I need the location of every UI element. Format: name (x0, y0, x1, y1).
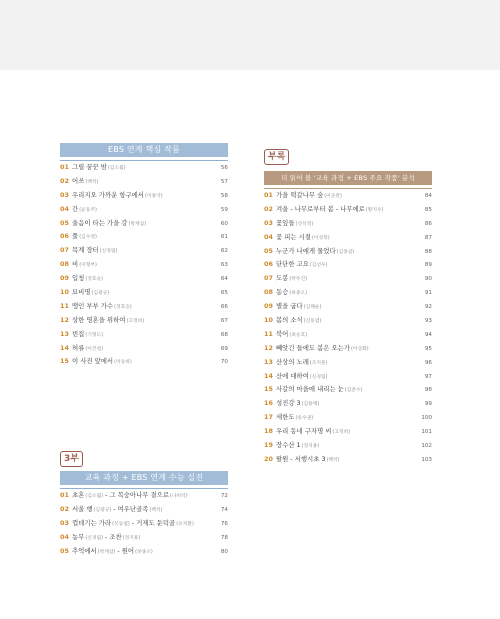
entry-title-group (72, 531, 210, 546)
entry-page: 59 (220, 206, 228, 213)
appendix-section (264, 144, 432, 467)
entry-title-group (276, 453, 414, 468)
entry-author: (김혜순) (303, 305, 322, 311)
entry-number: 02 (264, 204, 273, 213)
entry-author: (정지용) (301, 444, 320, 450)
toc-entry (264, 439, 432, 453)
toc-entry (264, 300, 432, 314)
entry-title: 추억에서 (72, 546, 97, 555)
entry-title-group (276, 203, 414, 218)
entry-number: 02 (60, 504, 69, 513)
entry-author: (김춘수) (344, 388, 363, 394)
entry-title: 꽃 피는 시절 (276, 232, 311, 241)
entry-number: 15 (264, 385, 273, 394)
entry-title: 빈집 (72, 329, 85, 338)
entry-number: 09 (60, 274, 69, 283)
entry-number: 06 (60, 232, 69, 241)
entry-title: 허류 (72, 343, 85, 352)
entry-title: 세한도 (276, 413, 295, 422)
entry-author: (김광규) (91, 291, 110, 297)
toc-entry (60, 258, 228, 272)
entry-title-group (276, 231, 414, 246)
toc-entry (264, 370, 432, 384)
entry-title-group (276, 189, 414, 204)
entry-page: 67 (220, 317, 228, 324)
toc-entry (264, 203, 432, 217)
entry-page: 102 (421, 443, 432, 450)
entry-title: 상한 영혼을 위하여 (72, 315, 126, 324)
entry-title-group (276, 342, 414, 357)
entry-title-group (72, 328, 210, 343)
entry-page: 58 (220, 192, 228, 199)
entry-number: 05 (60, 218, 69, 227)
entry-title: 봄의 소식 (276, 316, 303, 325)
entry-page: 60 (220, 220, 228, 227)
toc-entry (60, 517, 228, 531)
top-band (0, 0, 500, 70)
entry-title: 서울 행 (72, 504, 93, 513)
entry-number: 01 (264, 191, 273, 199)
entry-title-group (72, 217, 210, 232)
entry-number: 08 (264, 288, 273, 297)
entry-title: 단단한 고요 (276, 260, 309, 269)
entry-page: 98 (424, 387, 432, 394)
entry-title-group (72, 545, 210, 560)
entry-author: (윤동주) (79, 207, 97, 213)
entry-title: 성진강 3 (276, 399, 301, 408)
entry-author: (이상화) (351, 346, 369, 352)
entry-number: 16 (264, 399, 273, 408)
part3-badge: 3부 (60, 451, 83, 467)
toc-list-ebs (60, 161, 228, 369)
entry-number: 01 (60, 163, 69, 171)
entry-title: 묘비명 (72, 288, 91, 297)
toc-list-appendix (264, 189, 432, 467)
entry-number: 13 (264, 357, 273, 366)
entry-number: 13 (60, 329, 69, 338)
toc-entry (264, 411, 432, 425)
entry-number: 11 (264, 329, 273, 338)
entry-title-group (72, 300, 210, 315)
entry-number: 14 (264, 371, 273, 380)
entry-title: 비 (72, 260, 79, 269)
entry-author: (이건청) (85, 346, 104, 352)
entry-title-group (72, 230, 210, 245)
entry-title: 이 사진 앞에서 (72, 357, 114, 366)
entry-author: (이승하) (114, 360, 132, 366)
entry-number: 08 (60, 260, 69, 269)
entry-title: 도봉 (276, 274, 289, 283)
entry-author: (신경림) (99, 249, 118, 255)
entry-page: 56 (220, 165, 228, 171)
entry-title-group (276, 425, 414, 440)
entry-title: 풀 (72, 232, 79, 241)
entry-page: 92 (424, 304, 432, 311)
entry-author: (고정희) (126, 318, 145, 324)
entry-title-group (276, 383, 414, 398)
entry-title-group (72, 272, 210, 287)
toc-entry (60, 314, 228, 328)
entry-title-group (72, 355, 210, 370)
entry-page: 63 (220, 262, 228, 269)
entry-page: 93 (424, 318, 432, 325)
toc-entry (60, 342, 228, 356)
entry-page: 69 (220, 345, 228, 352)
entry-page: 78 (220, 534, 228, 541)
entry-title: 우리 동네 구자명 씨 (276, 427, 332, 436)
entry-author: (김광규) (93, 507, 112, 513)
toc-entry (60, 189, 228, 203)
toc-entry (60, 355, 228, 369)
entry-page: 70 (220, 359, 228, 366)
toc-entry (264, 397, 432, 411)
entry-number: 01 (60, 491, 69, 499)
entry-author: (신석정) (295, 221, 314, 227)
toc-entry (60, 545, 228, 559)
entry-page: 90 (424, 276, 432, 283)
toc-entry (264, 453, 432, 467)
entry-page: 76 (220, 520, 228, 527)
entry-page: 100 (421, 415, 432, 422)
entry-author: (백석) (85, 179, 99, 185)
entry-author: (최승호) (289, 332, 308, 338)
entry-page: 86 (424, 220, 432, 227)
entry-number: 19 (264, 441, 273, 450)
entry-author: (이용악) (144, 193, 163, 199)
entry-page: 95 (424, 345, 432, 352)
entry-author: (백석) (326, 457, 340, 463)
entry-number: 04 (60, 204, 69, 213)
entry-page: 61 (220, 234, 228, 241)
entry-number: 10 (60, 288, 69, 297)
entry-title-second: - 여우난골족 (111, 504, 149, 513)
toc-entry (60, 230, 228, 244)
entry-number: 09 (264, 302, 273, 311)
entry-page: 91 (424, 290, 432, 297)
entry-title-second: - 원어 (115, 546, 135, 555)
entry-author: (김수영) (79, 235, 97, 241)
entry-number: 14 (60, 343, 69, 352)
entry-author: (김소월) (85, 494, 104, 499)
toc-entry (60, 161, 228, 175)
entry-author: (김선우) (309, 263, 328, 269)
entry-page: 97 (424, 373, 432, 380)
entry-title: 누군가 나에게 물었다 (276, 246, 336, 255)
toc-entry (264, 314, 432, 328)
toc-entry (264, 356, 432, 370)
entry-number: 15 (60, 357, 69, 366)
entry-title-group (276, 272, 414, 287)
entry-title-group (276, 370, 414, 385)
entry-title-group (72, 258, 210, 273)
entry-page: 103 (421, 456, 432, 463)
entry-page: 89 (424, 262, 432, 269)
toc-entry (60, 531, 228, 545)
entry-number: 05 (60, 546, 69, 555)
entry-title-group (72, 342, 210, 357)
entry-page: 99 (424, 401, 432, 408)
entry-title-group (72, 203, 210, 218)
entry-author-second: (백석) (149, 507, 163, 513)
entry-author: (신경림) (85, 535, 104, 541)
entry-title: 껍데기는 가라 (72, 518, 112, 527)
entry-author: (김소월) (107, 166, 126, 171)
entry-title: 어쓰 (72, 176, 85, 185)
entry-number: 05 (264, 246, 273, 255)
ebs-section (60, 143, 228, 369)
section-title-part3: 교육 과정 + EBS 연계 수능 실전 (60, 471, 228, 485)
entry-title-group (72, 286, 210, 301)
entry-author: (황지우) (365, 207, 384, 213)
entry-author: (이준관) (324, 194, 342, 199)
entry-page: 87 (424, 234, 432, 241)
entry-title: 장수산 1 (276, 441, 301, 450)
entry-title-group (276, 411, 414, 426)
entry-author: (하종오) (289, 291, 308, 297)
entry-title: 빼앗긴 들에도 봄은 오는가 (276, 343, 351, 352)
entry-number: 12 (264, 343, 273, 352)
entry-title: 북어 (276, 329, 289, 338)
entry-number: 10 (264, 316, 273, 325)
entry-number: 03 (264, 218, 273, 227)
entry-author: (박두진) (289, 277, 308, 283)
entry-title: 간 (72, 204, 79, 213)
entry-title-group (276, 245, 414, 260)
entry-title: 겨울 - 나무로부터 봄 - 나무에로 (276, 204, 365, 213)
entry-author: (이성복) (311, 235, 330, 241)
entry-page: 68 (220, 331, 228, 338)
entry-author: (박재삼) (128, 221, 147, 227)
entry-title-group (72, 489, 210, 504)
entry-number: 12 (60, 315, 69, 324)
section-title-appendix: 더 읽어 볼 '교육 과정 + EBS 주요 작품' 분석 (264, 171, 432, 185)
entry-page: 66 (220, 303, 228, 310)
entry-number: 04 (60, 532, 69, 541)
entry-title-second: - 조찬 (103, 532, 122, 541)
entry-title-group (72, 189, 210, 204)
entry-page: 72 (220, 493, 228, 499)
entry-title-group (72, 314, 210, 329)
entry-title-group (276, 439, 414, 454)
entry-author-second: (나희덕) (170, 494, 188, 499)
toc-list-part3 (60, 489, 228, 558)
toc-entry (264, 217, 432, 231)
entry-number: 20 (264, 454, 273, 463)
toc-entry (60, 286, 228, 300)
toc-entry (60, 203, 228, 217)
entry-number: 11 (60, 301, 69, 310)
entry-title-group (276, 300, 414, 315)
entry-title: 사갈의 마을에 내리는 눈 (276, 385, 344, 394)
entry-number: 17 (264, 413, 273, 422)
entry-title-group (72, 175, 210, 190)
entry-title-group (276, 286, 414, 301)
entry-page: 62 (220, 248, 228, 255)
toc-entry (264, 189, 432, 203)
entry-page: 80 (220, 548, 228, 555)
entry-page: 64 (220, 276, 228, 283)
entry-number: 04 (264, 232, 273, 241)
entry-title: 산상의 노래 (276, 357, 309, 366)
entry-title: 그릴 꿈꾼 밤 (72, 163, 107, 171)
entry-number: 03 (60, 190, 69, 199)
entry-author: (신동엽) (112, 521, 130, 527)
entry-number: 18 (264, 427, 273, 436)
appendix-badge: 부록 (264, 149, 289, 165)
entry-page: 85 (424, 206, 432, 213)
entry-page: 88 (424, 248, 432, 255)
toc-entry (60, 503, 228, 517)
entry-title: 산에 대하여 (276, 371, 309, 380)
entry-title: 꽃잎들 (276, 218, 295, 227)
entry-title: 우리지오 가까운 항구에서 (72, 190, 144, 199)
toc-entry (60, 244, 228, 258)
entry-number: 07 (264, 274, 273, 283)
entry-page: 101 (421, 429, 432, 436)
entry-author: (조지훈) (309, 360, 328, 366)
entry-title-group (72, 503, 210, 518)
entry-title-group (276, 217, 414, 232)
section-title-ebs: EBS 연계 핵심 작품 (60, 143, 228, 157)
toc-entry (264, 328, 432, 342)
entry-number: 07 (60, 246, 69, 255)
entry-title-group (72, 244, 210, 259)
entry-author: (김종삼) (336, 249, 355, 255)
entry-page: 57 (220, 178, 228, 185)
part3-section (60, 446, 228, 558)
entry-author: (송수권) (295, 416, 314, 422)
entry-page: 94 (424, 331, 432, 338)
entry-page: 74 (220, 506, 228, 513)
entry-author-second: (유치환) (176, 521, 194, 527)
entry-author-second: (하종오) (135, 549, 153, 555)
toc-entry (60, 489, 228, 503)
entry-title-group (276, 397, 414, 412)
entry-number: 03 (60, 518, 69, 527)
entry-author: (기형도) (85, 332, 104, 338)
entry-title: 울음이 타는 가을 강 (72, 218, 128, 227)
entry-title-group (276, 314, 414, 329)
entry-page: 84 (424, 193, 432, 199)
entry-page: 96 (424, 359, 432, 366)
toc-entry (264, 272, 432, 286)
entry-author: (고정희) (332, 430, 351, 436)
entry-title: 동승 (276, 288, 289, 297)
toc-entry (60, 217, 228, 231)
entry-title-group (72, 517, 210, 532)
entry-title: 맹인 부부 가수 (72, 301, 114, 310)
toc-entry (60, 300, 228, 314)
toc-entry (264, 258, 432, 272)
entry-author: (박재삼) (97, 549, 116, 555)
entry-author-second: (정지용) (122, 535, 141, 541)
entry-title-second: - 그 복숭아나무 곁으로 (103, 491, 170, 499)
toc-entry (264, 425, 432, 439)
entry-author: (김용택) (301, 402, 320, 408)
entry-number: 02 (60, 176, 69, 185)
entry-author: (신경림) (309, 374, 328, 380)
entry-author: (정호승) (85, 277, 104, 283)
entry-title: 별을 굽다 (276, 302, 303, 311)
toc-entry (264, 231, 432, 245)
entry-title-group (276, 356, 414, 371)
toc-entry (264, 245, 432, 259)
entry-title-group (72, 161, 210, 176)
entry-title-group (276, 258, 414, 273)
toc-entry (264, 286, 432, 300)
toc-entry (264, 342, 432, 356)
entry-title: 목계 장터 (72, 246, 99, 255)
entry-title: 팔원 - 서행시초 3 (276, 454, 326, 463)
entry-author: (정호승) (114, 304, 132, 310)
entry-title: 농무 (72, 532, 85, 541)
entry-title-second: - 거제도 둔덕골 (129, 518, 176, 527)
entry-author: (이형부) (79, 263, 97, 269)
entry-title: 초혼 (72, 491, 85, 499)
entry-author: (신동엽) (303, 319, 322, 325)
toc-entry (60, 272, 228, 286)
toc-entry (60, 175, 228, 189)
entry-title: 입청 (72, 274, 85, 283)
entry-title-group (276, 328, 414, 343)
toc-entry (264, 383, 432, 397)
entry-title: 가을 떡갈나무 숲 (276, 191, 324, 199)
toc-entry (60, 328, 228, 342)
entry-number: 06 (264, 260, 273, 269)
entry-page: 65 (220, 290, 228, 297)
